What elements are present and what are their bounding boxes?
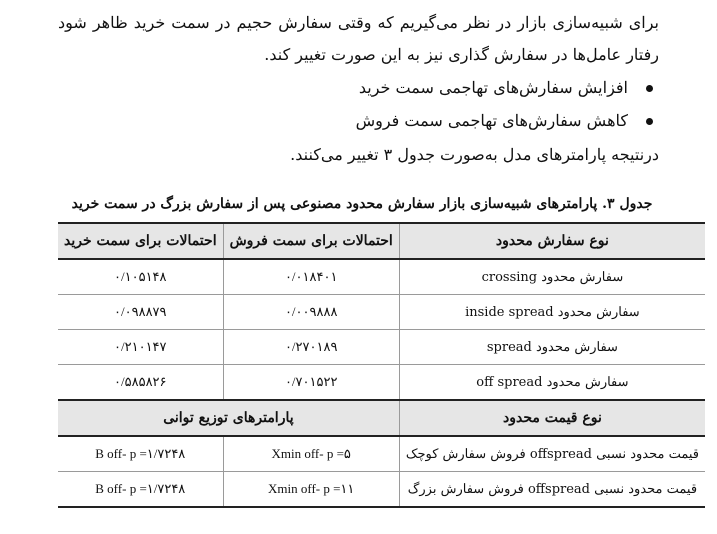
cell-buy: ۰/۱۰۵۱۴۸ bbox=[58, 259, 223, 295]
header-price-type: نوع قیمت محدود bbox=[399, 400, 705, 436]
paragraph-line-2: رفتار عامل‌ها در سفارش گذاری نیز به این صورت تغییر کند. bbox=[264, 45, 659, 64]
cell-xmin: Xmin off- p =۵ bbox=[223, 436, 399, 472]
bullet-dot-icon bbox=[646, 85, 653, 92]
header-sell-probability: احتمالات برای سمت فروش bbox=[223, 223, 399, 259]
bullet-text: کاهش سفارش‌های تهاجمی سمت فروش bbox=[355, 111, 628, 130]
parameters-table bbox=[58, 222, 705, 508]
header-buy-probability: احتمالات برای سمت خرید bbox=[58, 223, 223, 259]
table-row bbox=[58, 295, 705, 330]
cell-sell: ۰/۷۰۱۵۲۲ bbox=[223, 365, 399, 401]
table-subheader-row bbox=[58, 400, 705, 436]
cell-type: سفارش محدود spread bbox=[399, 330, 705, 365]
cell-sell: ۰/۲۷۰۱۸۹ bbox=[223, 330, 399, 365]
cell-type: قیمت محدود نسبی offspread فروش سفارش بزرگ bbox=[399, 472, 705, 508]
cell-buy: ۰/۰۹۸۸۷۹ bbox=[58, 295, 223, 330]
bullet-item-1 bbox=[359, 77, 653, 99]
bullet-text: افزایش سفارش‌های تهاجمی سمت خرید bbox=[358, 78, 628, 97]
cell-type: سفارش محدود inside spread bbox=[399, 295, 705, 330]
cell-sell: ۰/۰۱۸۴۰۱ bbox=[223, 259, 399, 295]
table-row bbox=[58, 259, 705, 295]
cell-sell: ۰/۰۰۹۸۸۸ bbox=[223, 295, 399, 330]
paragraph-line-3: درنتیجه پارامترهای مدل به‌صورت جدول ۳ تغییر می‌کنند. bbox=[290, 145, 659, 164]
table-row bbox=[58, 365, 705, 401]
bullet-item-2 bbox=[356, 110, 653, 132]
header-power-distribution-params: پارامترهای توزیع توانی bbox=[58, 400, 399, 436]
bullet-dot-icon bbox=[646, 118, 653, 125]
header-order-type: نوع سفارش محدود bbox=[399, 223, 705, 259]
cell-type: سفارش محدود crossing bbox=[399, 259, 705, 295]
cell-buy: ۰/۵۸۵۸۲۶ bbox=[58, 365, 223, 401]
cell-xmin: Xmin off- p =۱۱ bbox=[223, 472, 399, 508]
table-row bbox=[58, 472, 705, 508]
table-row bbox=[58, 436, 705, 472]
table-header-row bbox=[58, 223, 705, 259]
cell-type: سفارش محدود off spread bbox=[399, 365, 705, 401]
cell-type: قیمت محدود نسبی offspread فروش سفارش کوچک bbox=[399, 436, 705, 472]
table-caption: جدول ۳. پارامترهای شبیه‌سازی بازار سفارش محدود مصنوعی پس از سفارش بزرگ در سمت خرید bbox=[71, 196, 653, 212]
table-row bbox=[58, 330, 705, 365]
paragraph-line-1: برای شبیه‌سازی بازار در نظر می‌گیریم که وقتی سفارش حجیم در سمت خرید ظاهر شود bbox=[58, 13, 659, 32]
cell-b: B off- p =۱/۷۲۴۸ bbox=[58, 472, 223, 508]
cell-buy: ۰/۲۱۰۱۴۷ bbox=[58, 330, 223, 365]
cell-b: B off- p =۱/۷۲۴۸ bbox=[58, 436, 223, 472]
